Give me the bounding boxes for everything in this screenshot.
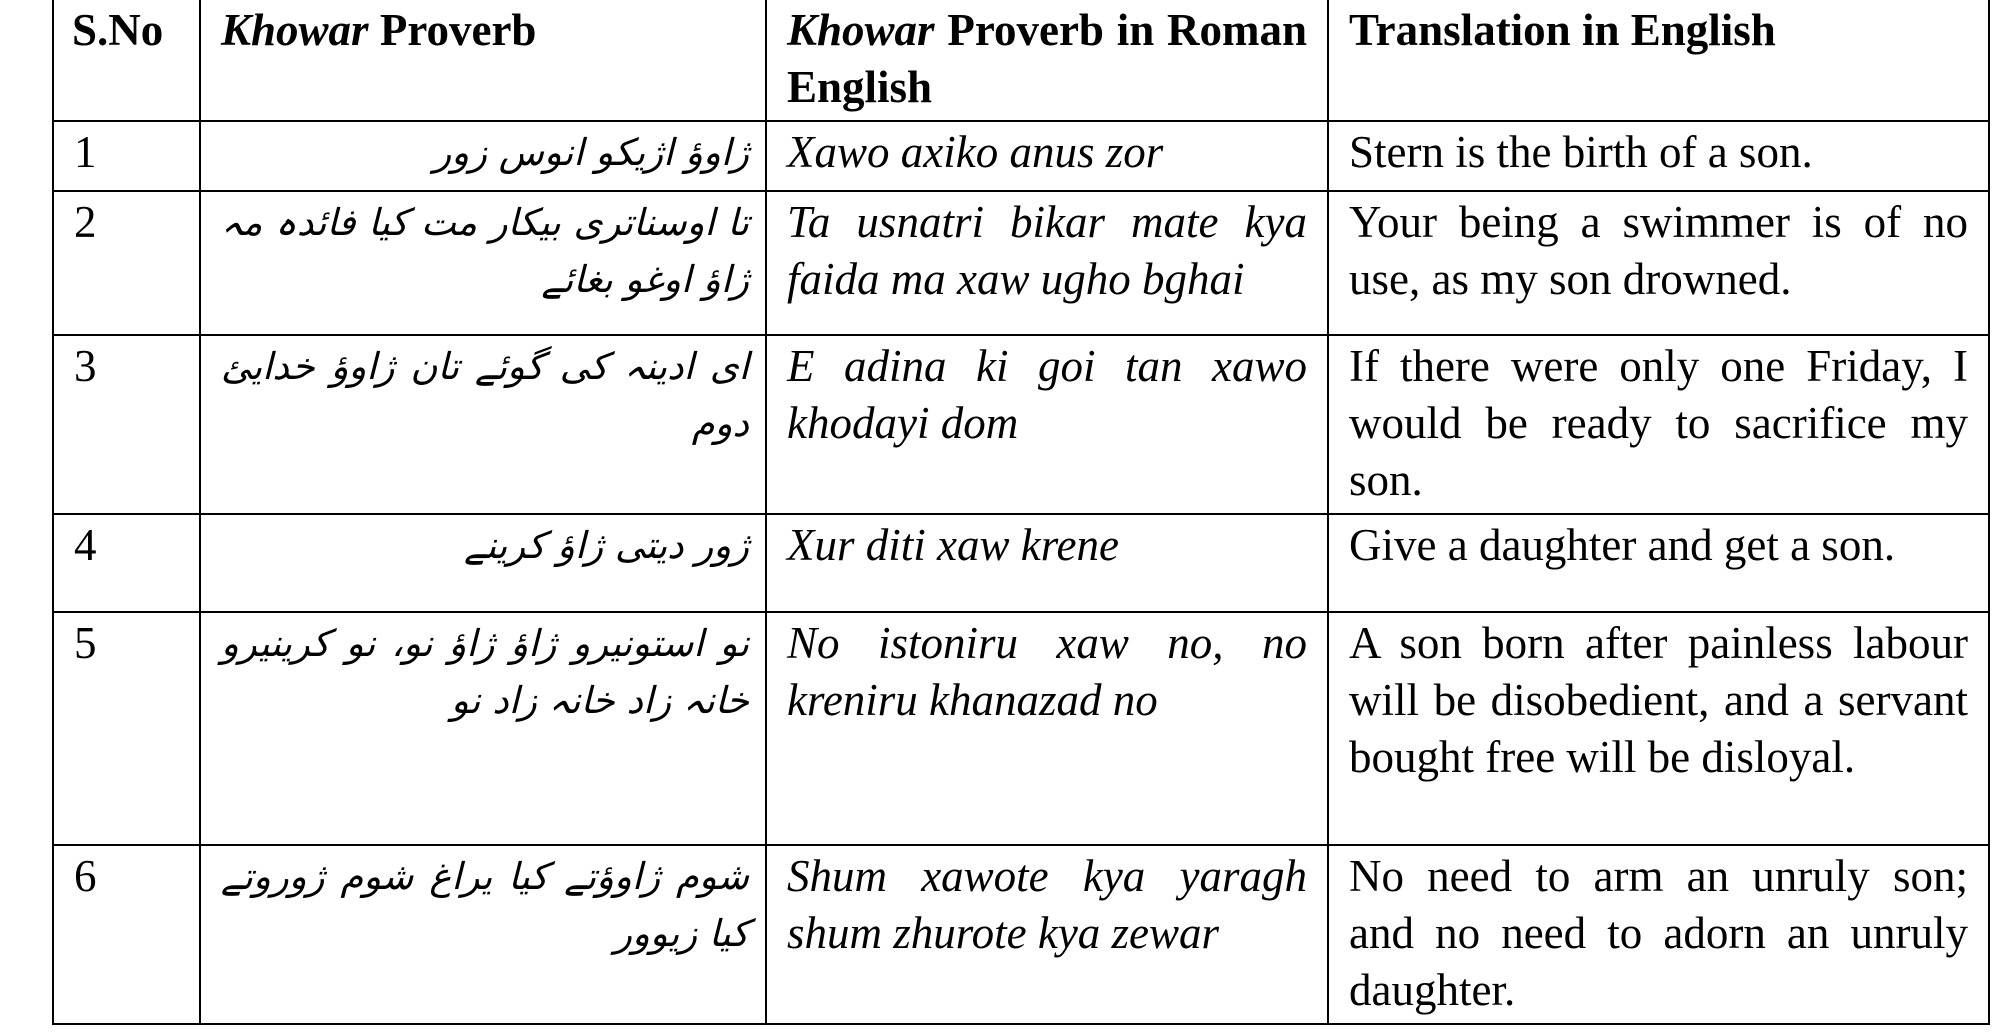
row-khowar: ژاوؤ اژیکو انوس زور	[200, 121, 766, 191]
row-roman: Xawo axiko anus zor	[766, 121, 1328, 191]
row-khowar: ای ادینہ کی گوئے تان ژاوؤ خدایئ دوم	[200, 335, 766, 514]
row-sno: 1	[53, 121, 200, 191]
header-roman-english	[766, 0, 1328, 121]
header-sno: S.No	[53, 0, 200, 121]
table-row	[53, 612, 1989, 845]
proverbs-table-container	[52, 0, 1988, 1025]
header-translation: Translation in English	[1328, 0, 1989, 121]
proverbs-table	[52, 0, 1990, 1025]
header-roman-khowar-word: Khowar	[787, 5, 935, 55]
header-khowar-proverb	[200, 0, 766, 121]
row-khowar: نو استونیرو ژاؤ ژاؤ نو، نو کرینیرو خانہ زاد خانہ زاد نو	[200, 612, 766, 845]
table-row	[53, 191, 1989, 335]
row-khowar: شوم ژاوؤتے کیا یراغ شوم ژوروتے کیا زیوور	[200, 845, 766, 1024]
row-roman: Shum xawote kya yaragh shum zhurote kya zewar	[766, 845, 1328, 1024]
table-row	[53, 845, 1989, 1024]
row-roman: Xur diti xaw krene	[766, 514, 1328, 612]
row-sno: 2	[53, 191, 200, 335]
table-row	[53, 514, 1989, 612]
table-row	[53, 121, 1989, 191]
row-sno: 4	[53, 514, 200, 612]
row-sno: 6	[53, 845, 200, 1024]
header-khowar-rest: Proverb	[368, 5, 537, 55]
row-translation: Your being a swimmer is of no use, as my son drowned.	[1328, 191, 1989, 335]
row-roman: No istoniru xaw no, no kreniru khanazad no	[766, 612, 1328, 845]
table-header-row	[53, 0, 1989, 121]
row-translation: If there were only one Friday, I would be ready to sacrifice my son.	[1328, 335, 1989, 514]
row-translation: No need to arm an unruly son; and no need to adorn an unruly daughter.	[1328, 845, 1989, 1024]
row-translation: Give a daughter and get a son.	[1328, 514, 1989, 612]
row-roman: Ta usnatri bikar mate kya faida ma xaw ugho bghai	[766, 191, 1328, 335]
row-sno: 5	[53, 612, 200, 845]
row-translation: A son born after painless labour will be disobedient, and a servant bought free will be disloyal.	[1328, 612, 1989, 845]
row-khowar: ژور دیتی ژاؤ کرینے	[200, 514, 766, 612]
row-khowar: تا اوسناتری بیکار مت کیا فائدہ مہ ژاؤ اوغو بغائے	[200, 191, 766, 335]
header-roman-rest: Proverb in Roman English	[787, 5, 1307, 112]
row-roman: E adina ki goi tan xawo khodayi dom	[766, 335, 1328, 514]
table-row	[53, 335, 1989, 514]
row-sno: 3	[53, 335, 200, 514]
row-translation: Stern is the birth of a son.	[1328, 121, 1989, 191]
header-khowar-word: Khowar	[221, 5, 369, 55]
